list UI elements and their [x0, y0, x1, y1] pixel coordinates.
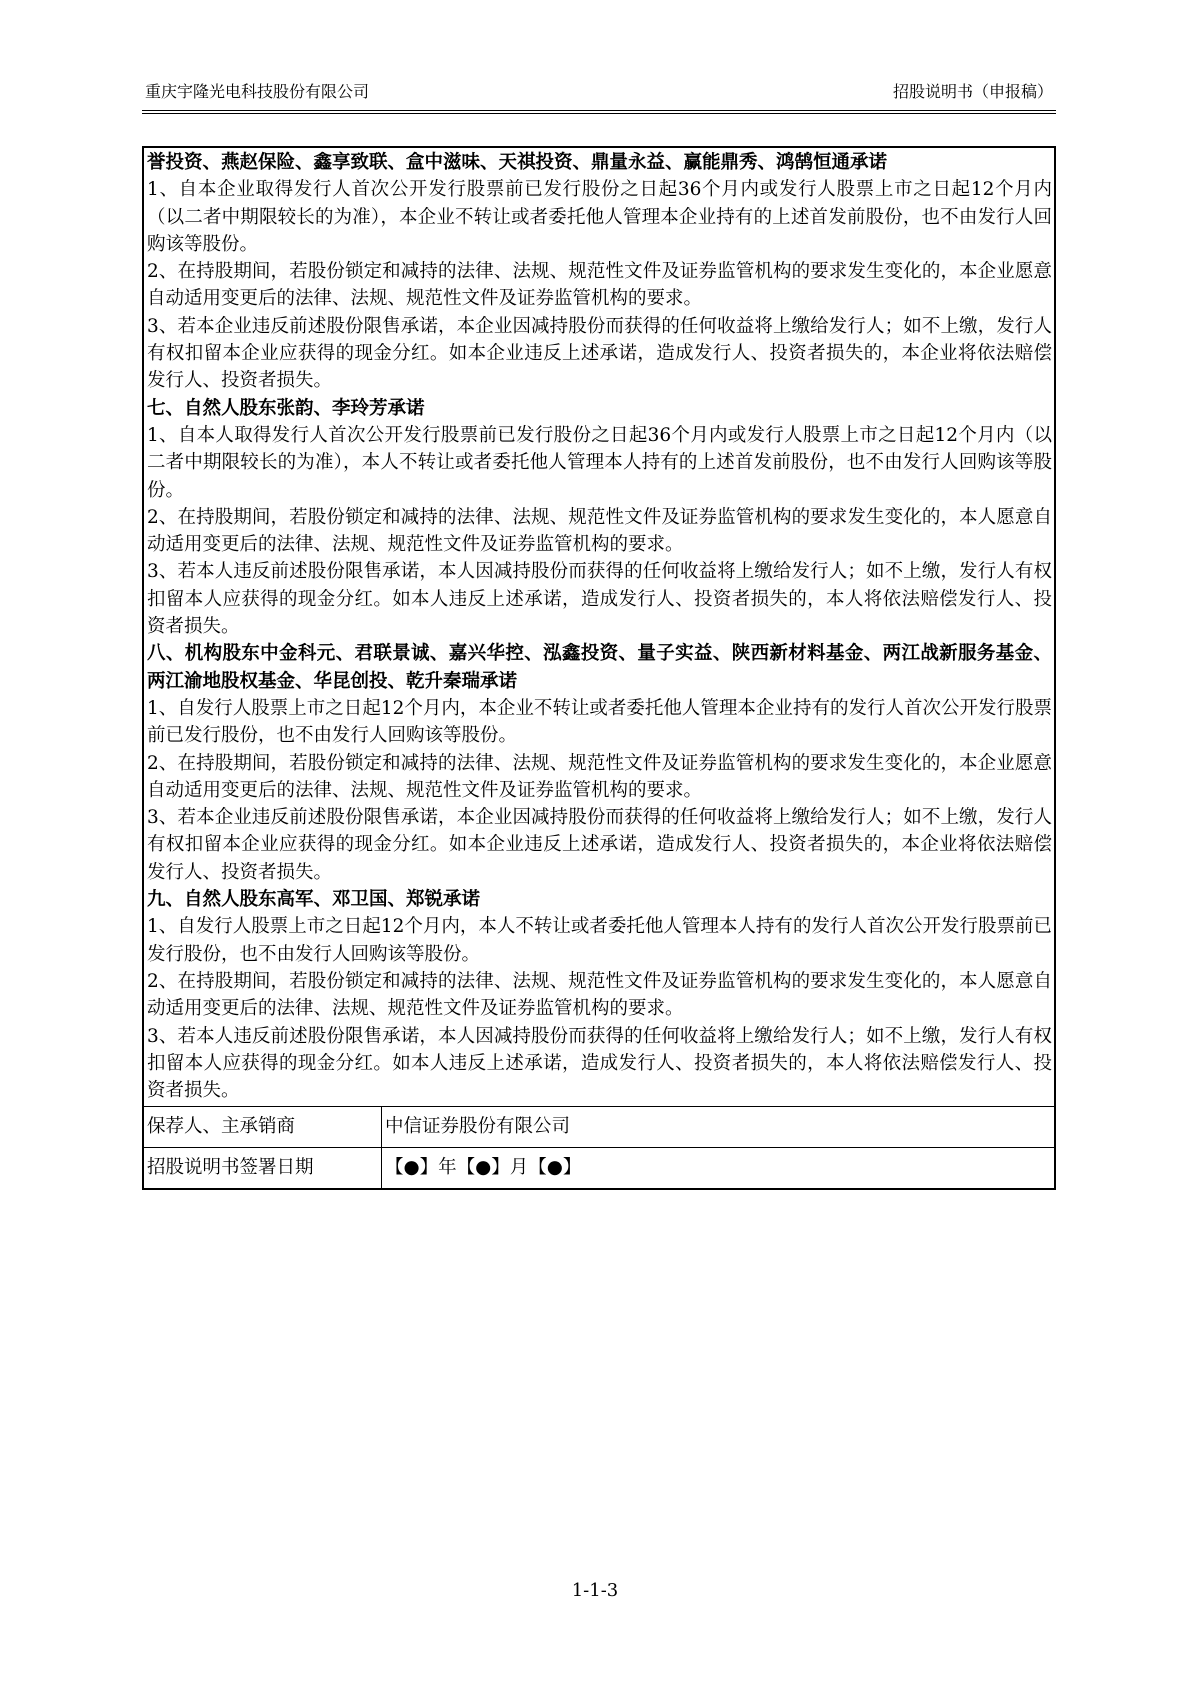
header-document-type: 招股说明书（申报稿）	[892, 82, 1053, 101]
paragraph: 1、自本人取得发行人首次公开发行股票前已发行股份之日起36个月内或发行人股票上市之日起12个月内（以二者中期限较长的为准），本人不转让或者委托他人管理本人持有的上述首发前股份，也不由发行人回购该等股份。	[147, 424, 1052, 501]
paragraph: 2、在持股期间，若股份锁定和减持的法律、法规、规范性文件及证券监管机构的要求发生变化的，本企业愿意自动适用变更后的法律、法规、规范性文件及证券监管机构的要求。	[147, 261, 1052, 310]
row-label: 招股说明书签署日期	[144, 1148, 382, 1188]
header-rule-secondary	[142, 113, 1056, 114]
paragraph: 2、在持股期间，若股份锁定和减持的法律、法规、规范性文件及证券监管机构的要求发生变化的，本人愿意自动适用变更后的法律、法规、规范性文件及证券监管机构的要求。	[147, 506, 1052, 556]
commitment-text-cell	[144, 148, 1054, 1106]
paragraph: 1、自发行人股票上市之日起12个月内，本人不转让或者委托他人管理本人持有的发行人首次公开发行股票前已发行股份，也不由发行人回购该等股份。	[147, 916, 1052, 965]
paragraph: 3、若本企业违反前述股份限售承诺，本企业因减持股份而获得的任何收益将上缴给发行人；如不上缴，发行人有权扣留本企业应获得的现金分红。如本企业违反上述承诺，造成发行人、投资者损失的，本企业将依法赔偿发行人、投资者损失。	[147, 315, 1052, 392]
table-row	[144, 1106, 1054, 1147]
section-heading: 七、自然人股东张韵、李玲芳承诺	[147, 397, 425, 419]
paragraph: 3、若本人违反前述股份限售承诺，本人因减持股份而获得的任何收益将上缴给发行人；如不上缴，发行人有权扣留本人应获得的现金分红。如本人违反上述承诺，造成发行人、投资者损失的，本人将依法赔偿发行人、投资者损失。	[147, 1025, 1052, 1102]
row-value: 【●】年【●】月【●】	[385, 1157, 582, 1179]
paragraph: 3、若本企业违反前述股份限售承诺，本企业因减持股份而获得的任何收益将上缴给发行人；如不上缴，发行人有权扣留本企业应获得的现金分红。如本企业违反上述承诺，造成发行人、投资者损失的，本企业将依法赔偿发行人、投资者损失。	[147, 807, 1052, 883]
paragraph: 2、在持股期间，若股份锁定和减持的法律、法规、规范性文件及证券监管机构的要求发生变化的，本企业愿意自动适用变更后的法律、法规、规范性文件及证券监管机构的要求。	[147, 752, 1052, 801]
section-heading: 八、机构股东中金科元、君联景诚、嘉兴华控、泓鑫投资、量子实益、陕西新材料基金、两江战新服务基金、两江渝地股权基金、华昆创投、乾升秦瑞承诺	[147, 643, 1052, 692]
table-row	[144, 1147, 1054, 1188]
header-company-name: 重庆宇隆光电科技股份有限公司	[145, 82, 370, 101]
paragraph: 2、在持股期间，若股份锁定和减持的法律、法规、规范性文件及证券监管机构的要求发生变化的，本人愿意自动适用变更后的法律、法规、规范性文件及证券监管机构的要求。	[147, 970, 1052, 1020]
page-number: 1-1-3	[571, 1580, 619, 1601]
section-heading: 誉投资、燕赵保险、鑫享致联、盒中滋味、天祺投资、鼎量永益、赢能鼎秀、鸿鹄恒通承诺	[147, 152, 888, 173]
header-rule	[142, 110, 1056, 111]
row-label: 保荐人、主承销商	[144, 1107, 382, 1147]
paragraph: 1、自本企业取得发行人首次公开发行股票前已发行股份之日起36个月内或发行人股票上市之日起12个月内（以二者中期限较长的为准），本企业不转让或者委托他人管理本企业持有的上述首发前股份，也不由发行人回购该等股份。	[147, 179, 1052, 255]
paragraph: 3、若本人违反前述股份限售承诺，本人因减持股份而获得的任何收益将上缴给发行人；如不上缴，发行人有权扣留本人应获得的现金分红。如本人违反上述承诺，造成发行人、投资者损失的，本人将依法赔偿发行人、投资者损失。	[147, 561, 1052, 638]
row-value: 中信证券股份有限公司	[385, 1116, 571, 1138]
paragraph: 1、自发行人股票上市之日起12个月内，本企业不转让或者委托他人管理本企业持有的发行人首次公开发行股票前已发行股份，也不由发行人回购该等股份。	[147, 697, 1052, 747]
commitment-table	[142, 146, 1056, 1190]
section-heading: 九、自然人股东高军、邓卫国、郑锐承诺	[147, 889, 481, 911]
